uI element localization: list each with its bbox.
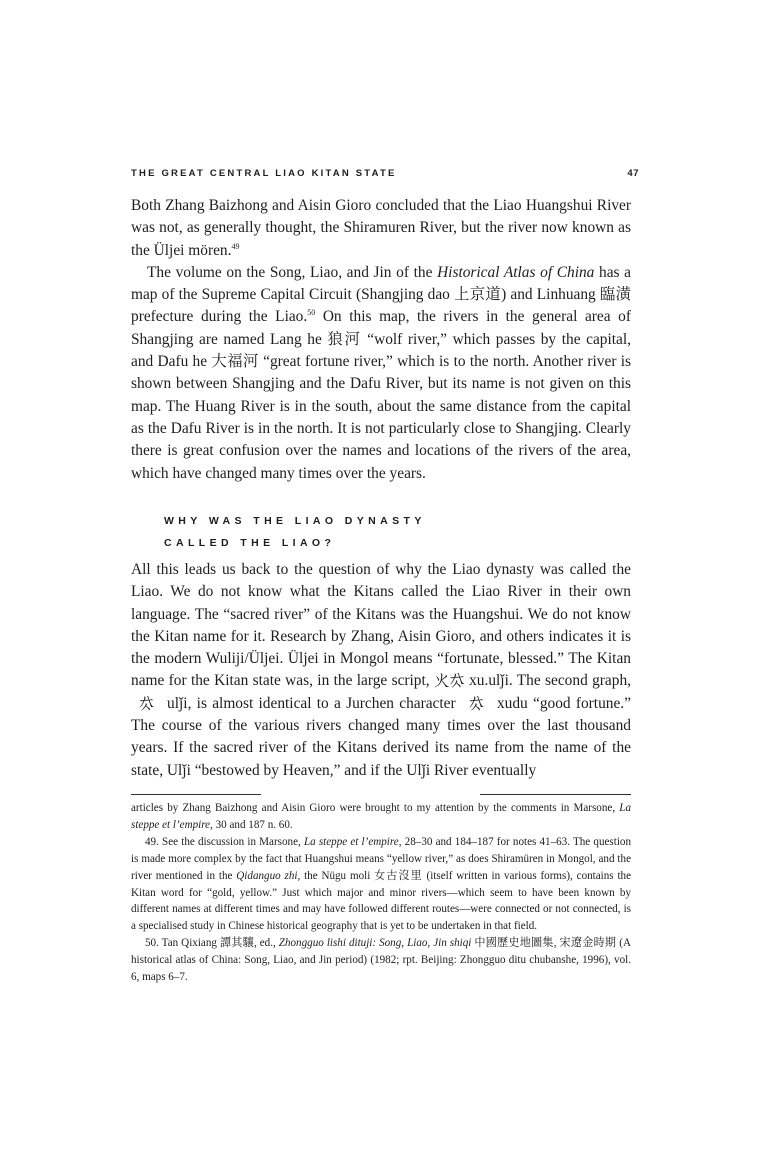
footnote-50-text-b: 中國歷史地圖集, 宋遼金時期 (A historical atlas of China: Song, Liao, and Jin period) (1982; rpt. Beijing: Zhongguo ditu chubanshe, 1996), vol. 6, maps 6–7.: [131, 937, 631, 984]
footnote-cont-text-a: articles by Zhang Baizhong and Aisin Gioro were brought to my attention by the comments in Marsone,: [131, 802, 620, 814]
footnote-49-text-c: the Nügu moli 女古沒里 (itself written in various forms), contains the Kitan word for “gold, yellow.” Just which major and minor rivers—which seem to have been known by different names at different times and may have followed different routes—were connected or not connected, is a specialised study in Chinese historical geography that is yet to be undertaken in that field.: [131, 869, 632, 933]
section-2-body: [131, 559, 631, 782]
footnote-rule: [131, 794, 261, 795]
footnote-49: [131, 834, 631, 935]
running-head: [131, 168, 639, 179]
paragraph-1-text: Both Zhang Baizhong and Aisin Gioro concluded that the Liao Huangshui River was not, as generally thought, the Shiramuren River, but the river now known as the Üljei mören.: [131, 197, 631, 259]
footnotes: [131, 800, 631, 986]
footnote-50-text-a: 50. Tan Qixiang 譚其驤, ed.,: [145, 937, 279, 950]
footnote-49-italic-1: La steppe et l’empire,: [303, 835, 402, 848]
page-number: 47: [627, 168, 639, 179]
atlas-title: Historical Atlas of China: [437, 263, 595, 281]
section-heading-line-1: WHY WAS THE LIAO DYNASTY: [164, 515, 426, 527]
paragraph-2-text-c: On this map, the rivers in the general area of Shangjing are named Lang he 狼河 “wolf river,” which passes by the capital, and Dafu he 大福河 “great fortune river,” which is to the north. Another river is shown between Shangjing and the Dafu River, but its name is not given on this map. The Huang River is in the south, about the same distance from the capital as the Dafu River is in the north. It is not particularly close to Shangjing. Clearly there is great confusion over the names and locations of the rivers of the area, which have changed many times over the years.: [131, 308, 631, 482]
footnote-49-italic-2: Qidanguo zhi,: [236, 869, 301, 882]
section-heading-line-2: CALLED THE LIAO?: [164, 537, 336, 549]
paragraph-1: [131, 195, 631, 262]
footnote-continued: [131, 800, 631, 834]
paragraph-3: All this leads us back to the question of why the Liao dynasty was called the Liao. We do not know what the Kitans called the Liao River in their own language. The “sacred river” of the Kitans was the Huangshui. We do not know the Kitan name for it. Research by Zhang, Aisin Gioro, and others indicates it is the modern Wuliji/Üljei. Üljei in Mongol means “fortunate, blessed.” The Kitan name for the Kitan state was, in the large script, 𘱪𘭹 xu.ulǰi. The second graph, 𘭹 ulǰi, is almost identical to a Jurchen character 𘭹 xudu “good fortune.” The course of the various rivers changed many times over the last thousand years. If the sacred river of the Kitans derived its name from the name of the state, Ulǰi “bestowed by Heaven,” and if the Ulǰi River eventually: [131, 561, 631, 779]
paragraph-2-text-a: The volume on the Song, Liao, and Jin of the: [147, 263, 438, 281]
footnote-rule-right: [480, 794, 631, 795]
section-heading: [164, 510, 624, 554]
footnote-cont-text-b: 30 and 187 n. 60.: [212, 818, 293, 831]
footnote-cont-italic: La steppe et l’empire,: [131, 802, 631, 831]
paragraph-2-text-b: has a map of the Supreme Capital Circuit (Shangjing dao 上京道) and Linhuang 臨潢 prefecture during the Liao.: [131, 263, 632, 326]
running-title: THE GREAT CENTRAL LIAO KITAN STATE: [131, 168, 397, 179]
paragraph-2: [131, 262, 631, 485]
footnote-ref-50[interactable]: 50: [307, 308, 316, 318]
footnote-50-italic: Zhongguo lishi dituji: Song, Liao, Jin shiqi: [278, 937, 472, 950]
footnote-50: [131, 935, 631, 986]
section-1-body: [131, 195, 631, 485]
footnote-ref-49[interactable]: 49: [231, 241, 240, 251]
footnote-49-text-b: 28–30 and 184–187 for notes 41–63. The question is made more complex by the fact that Huangshui means “yellow river,” as does Shiramüren in Mongol, and the river mentioned in the: [131, 835, 631, 882]
footnote-49-text-a: 49. See the discussion in Marsone,: [145, 835, 304, 848]
